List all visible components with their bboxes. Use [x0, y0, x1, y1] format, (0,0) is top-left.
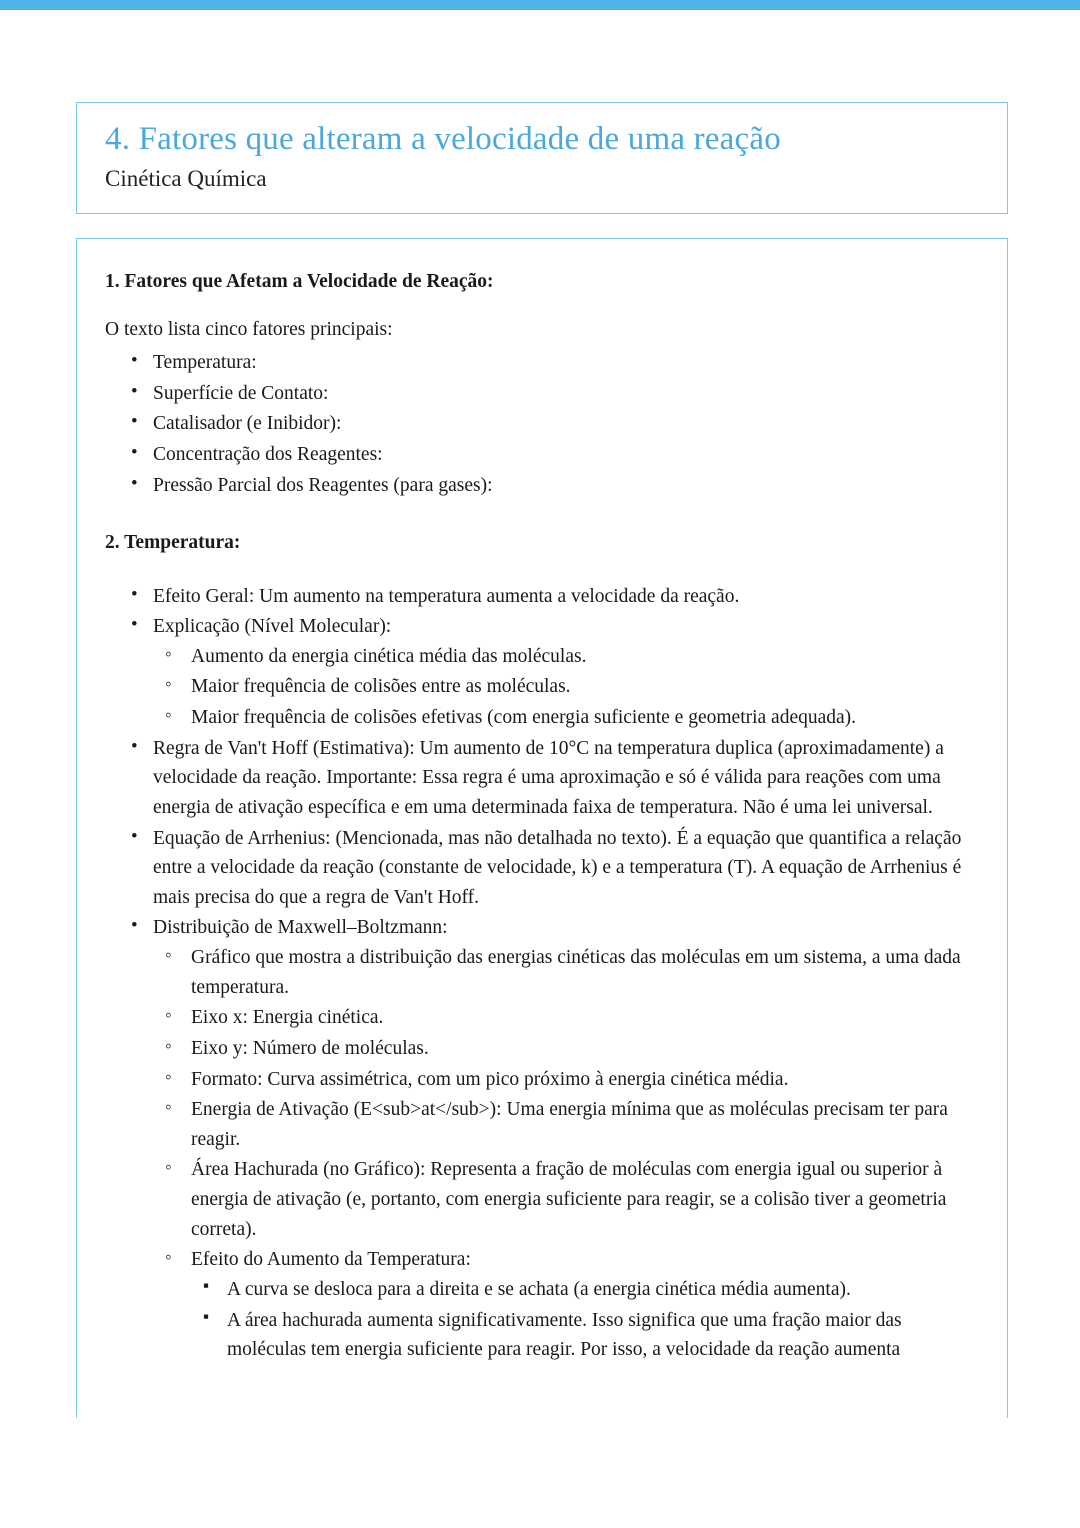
- list-item: ◦ Gráfico que mostra a distribuição das energias cinéticas das moléculas em um sistema, a uma dada temperatura.: [153, 943, 979, 1002]
- temperature-list: [113, 582, 979, 1365]
- list-item: • Temperatura:: [113, 348, 979, 378]
- list-item: ◦ Área Hachurada (no Gráfico): Representa a fração de moléculas com energia igual ou superior à energia de ativação (e, portanto, com energia suficiente para reagir, se a colisão tiver a geometria correta).: [153, 1155, 979, 1244]
- page-title: 4. Fatores que alteram a velocidade de uma reação: [105, 121, 781, 157]
- list-item: [153, 1245, 979, 1365]
- page-subtitle: Cinética Química: [105, 165, 267, 191]
- list-item: ▪ A área hachurada aumenta significativamente. Isso significa que uma fração maior das moléculas tem energia suficiente para reagir. Por isso, a velocidade da reação aumenta: [191, 1306, 979, 1365]
- list-item: • Regra de Van't Hoff (Estimativa): Um aumento de 10°C na temperatura duplica (aproximadamente) a velocidade da reação. Importante: Essa regra é uma aproximação e só é válida para reações com uma energia de ativação específica e em uma determinada faixa de temperatura. Não é uma lei universal.: [113, 734, 979, 823]
- list-item: ◦ Maior frequência de colisões entre as moléculas.: [153, 672, 979, 702]
- title-block: [76, 102, 1008, 214]
- section-heading-temperature: 2. Temperatura:: [105, 532, 241, 554]
- factors-intro: O texto lista cinco fatores principais:: [105, 318, 393, 340]
- top-accent-bar: [0, 0, 1080, 10]
- factors-list: [113, 348, 979, 500]
- document-body: [76, 238, 1008, 1418]
- section-heading-factors: 1. Fatores que Afetam a Velocidade de Reação:: [105, 270, 494, 292]
- list-item: [113, 612, 979, 733]
- list-item-label: Explicação (Nível Molecular):: [153, 616, 392, 638]
- list-item: • Efeito Geral: Um aumento na temperatura aumenta a velocidade da reação.: [113, 582, 979, 612]
- list-item-label: Distribuição de Maxwell–Boltzmann:: [153, 917, 448, 939]
- list-item: [113, 913, 979, 1364]
- list-item: • Equação de Arrhenius: (Mencionada, mas não detalhada no texto). É a equação que quantifica a relação entre a velocidade da reação (constante de velocidade, k) e a temperatura (T). A equação de Arrhenius é mais precisa do que a regra de Van't Hoff.: [113, 824, 979, 913]
- list-item: ◦ Eixo y: Número de moléculas.: [153, 1034, 979, 1064]
- document-page: [0, 10, 1080, 1418]
- list-item: ▪ A curva se desloca para a direita e se achata (a energia cinética média aumenta).: [191, 1275, 979, 1305]
- list-item: ◦ Formato: Curva assimétrica, com um pico próximo à energia cinética média.: [153, 1065, 979, 1095]
- list-item: • Pressão Parcial dos Reagentes (para gases):: [113, 471, 979, 501]
- list-item: ◦ Eixo x: Energia cinética.: [153, 1003, 979, 1033]
- list-item: ◦ Energia de Ativação (E<sub>at</sub>): Uma energia mínima que as moléculas precisam ter para reagir.: [153, 1095, 979, 1154]
- temperature-effect-sublist: [191, 1275, 979, 1365]
- list-item: • Superfície de Contato:: [113, 379, 979, 409]
- list-item: ◦ Maior frequência de colisões efetivas (com energia suficiente e geometria adequada).: [153, 703, 979, 733]
- list-item-label: Efeito do Aumento da Temperatura:: [191, 1249, 471, 1271]
- list-item: • Concentração dos Reagentes:: [113, 440, 979, 470]
- list-item: ◦ Aumento da energia cinética média das moléculas.: [153, 642, 979, 672]
- list-item: • Catalisador (e Inibidor):: [113, 409, 979, 439]
- explanation-sublist: [153, 642, 979, 733]
- maxwell-sublist: [153, 943, 979, 1365]
